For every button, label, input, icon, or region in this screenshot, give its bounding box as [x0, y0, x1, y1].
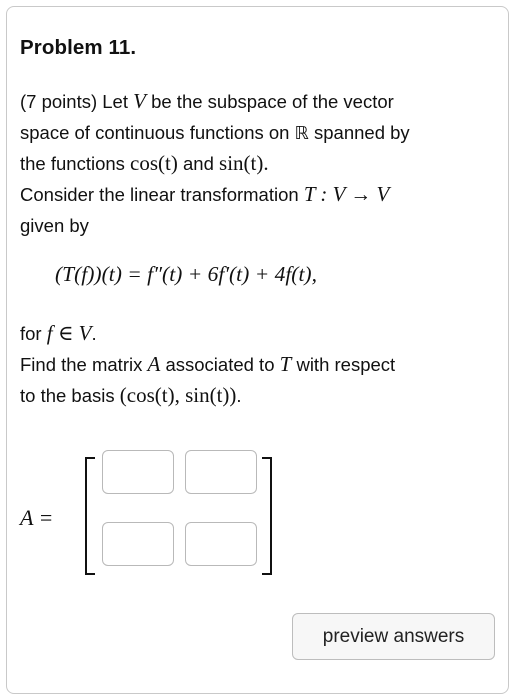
math-f-in-V: f ∈ V [46, 321, 92, 345]
matrix-cell-1-1[interactable] [102, 450, 174, 494]
period: . [263, 151, 269, 175]
text-find: Find the matrix [20, 354, 143, 375]
text-and: and [183, 153, 214, 174]
math-basis: (cos(t), sin(t)) [119, 383, 237, 407]
problem-line-3 [20, 148, 269, 179]
text-functions: the functions [20, 153, 125, 174]
problem-line-7 [20, 349, 395, 380]
problem-line-5 [20, 210, 89, 241]
text-given-by: given by [20, 215, 89, 236]
problem-line-6 [20, 318, 97, 349]
points-label: (7 points) [20, 91, 98, 112]
matrix-cell-2-1[interactable] [102, 522, 174, 566]
matrix-cell-1-2[interactable] [185, 450, 257, 494]
problem-line-4 [20, 179, 389, 210]
matrix-left-bracket [85, 457, 95, 575]
text-consider: Consider the linear transformation [20, 184, 299, 205]
problem-line-8 [20, 380, 242, 411]
matrix-label-text: A = [20, 505, 54, 530]
matrix-right-bracket [262, 457, 272, 575]
math-map: T : V → V [303, 182, 390, 206]
matrix-label [20, 505, 53, 531]
math-A: A [147, 352, 161, 376]
text-space: space of continuous functions on [20, 122, 290, 143]
preview-answers-button[interactable]: preview answers [292, 613, 495, 660]
matrix-cell-2-2[interactable] [185, 522, 257, 566]
problem-line-1 [20, 86, 394, 117]
math-V: V [133, 89, 146, 113]
text-basis: to the basis [20, 385, 115, 406]
math-cos: cos(t) [130, 151, 178, 175]
problem-title: Problem 11. [20, 36, 137, 59]
text-subspace: be the subspace of the vector [151, 91, 394, 112]
text-spanned: spanned by [314, 122, 410, 143]
period-2: . [91, 323, 97, 344]
math-reals: ℝ [294, 123, 309, 144]
problem-line-2 [20, 117, 410, 149]
text-associated: associated to [165, 354, 275, 375]
equation-text: (T(f))(t) = f″(t) + 6f′(t) + 4f(t), [55, 262, 317, 286]
transformation-equation [55, 262, 317, 287]
period-3: . [236, 385, 242, 406]
math-T: T [279, 352, 292, 376]
math-sin: sin(t) [219, 151, 264, 175]
text-for: for [20, 323, 42, 344]
text-respect: with respect [296, 354, 396, 375]
text-let: Let [102, 91, 128, 112]
